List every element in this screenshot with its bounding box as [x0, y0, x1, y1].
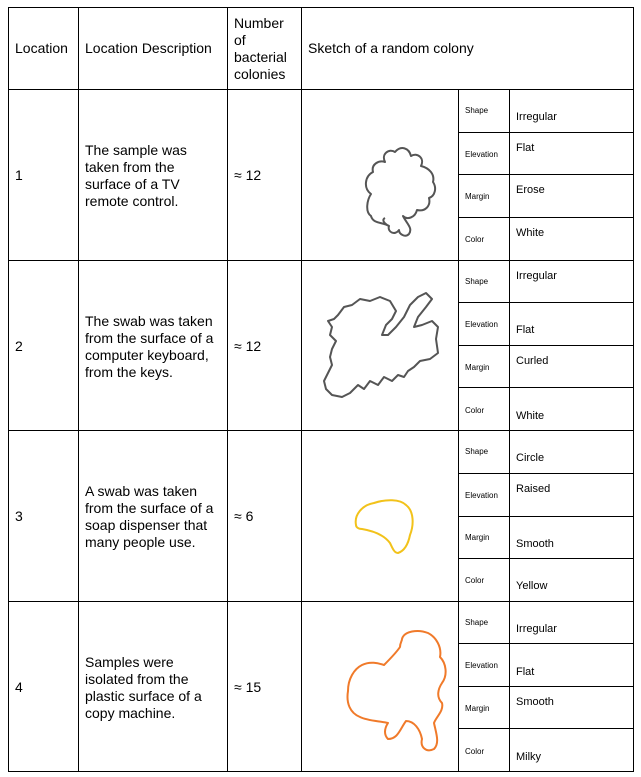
- header-divider: [8, 89, 634, 90]
- row-3-margin-value: Smooth: [516, 538, 554, 550]
- col-divider-3: [301, 7, 302, 772]
- row-1-shape-label: Shape: [465, 106, 489, 115]
- row-2-margin-value: Curled: [516, 355, 549, 367]
- row-2-colony-outline: [324, 293, 438, 397]
- row-1-colony-sketch: [355, 140, 450, 245]
- row-3-colony-outline: [356, 500, 413, 553]
- row-3-description-line: many people use.: [85, 534, 196, 550]
- header-count-line: bacterial: [234, 49, 287, 65]
- row-2-location: 2: [15, 338, 23, 354]
- row-1-colony-outline: [366, 148, 435, 236]
- row-2-color-value: White: [516, 410, 545, 422]
- row-1-description-line: surface of a TV: [85, 176, 180, 192]
- sub-divider: [458, 387, 634, 388]
- row-3-description-line: soap dispenser that: [85, 517, 208, 533]
- sub-divider: [458, 516, 634, 517]
- row-1-count: ≈ 12: [234, 167, 262, 183]
- row-3-elevation-value: Raised: [516, 483, 551, 495]
- row-4-shape-value: Irregular: [516, 623, 557, 635]
- row-4-shape-label: Shape: [465, 618, 489, 627]
- row-2-shape-value: Irregular: [516, 270, 557, 282]
- row-4-color-value: Milky: [516, 751, 542, 763]
- row-2-elevation-value: Flat: [516, 324, 535, 336]
- row-4-color-label: Color: [465, 747, 485, 756]
- row-2-description-line: computer keyboard,: [85, 347, 209, 363]
- row-3-color-label: Color: [465, 576, 485, 585]
- row-4-description-line: isolated from the: [85, 671, 189, 687]
- sub-divider: [458, 643, 634, 644]
- row-divider-3: [8, 601, 634, 602]
- sub-divider: [458, 473, 634, 474]
- row-3-color-value: Yellow: [516, 580, 548, 592]
- sub-divider: [458, 174, 634, 175]
- row-4-elevation-label: Elevation: [465, 661, 498, 670]
- sub-divider: [458, 686, 634, 687]
- row-3-shape-value: Circle: [516, 452, 545, 464]
- row-3-description-line: A swab was taken: [85, 483, 198, 499]
- sub-divider: [458, 345, 634, 346]
- row-2-count: ≈ 12: [234, 338, 262, 354]
- row-1-margin-value: Erose: [516, 184, 545, 196]
- row-4-colony-outline: [348, 631, 446, 750]
- row-2-description-line: The swab was taken: [85, 313, 213, 329]
- header-count-line: Number: [234, 15, 284, 31]
- row-2-color-label: Color: [465, 406, 485, 415]
- table-border-bottom: [8, 771, 634, 772]
- row-4-location: 4: [15, 679, 23, 695]
- row-1-color-value: White: [516, 227, 545, 239]
- sub-divider: [458, 302, 634, 303]
- col-divider-1: [78, 7, 79, 772]
- row-4-elevation-value: Flat: [516, 666, 535, 678]
- row-3-count: ≈ 6: [234, 508, 254, 524]
- row-1-description-line: The sample was: [85, 142, 187, 158]
- row-4-description-line: copy machine.: [85, 705, 176, 721]
- table-border-top: [8, 7, 634, 8]
- row-1-margin-label: Margin: [465, 192, 490, 201]
- header-sketch: Sketch of a random colony: [308, 40, 474, 56]
- table-border-right: [633, 7, 634, 772]
- row-4-description-line: Samples were: [85, 654, 174, 670]
- header-count-line: colonies: [234, 66, 286, 82]
- sub-divider: [458, 132, 634, 133]
- row-3-shape-label: Shape: [465, 447, 489, 456]
- sub-divider: [458, 558, 634, 559]
- row-4-margin-value: Smooth: [516, 696, 554, 708]
- col-divider-2: [227, 7, 228, 772]
- header-location: Location: [15, 40, 68, 56]
- row-4-margin-label: Margin: [465, 704, 490, 713]
- row-1-shape-value: Irregular: [516, 111, 557, 123]
- row-1-elevation-label: Elevation: [465, 150, 498, 159]
- row-1-color-label: Color: [465, 235, 485, 244]
- row-1-description-line: remote control.: [85, 193, 179, 209]
- row-4-colony-sketch: [340, 625, 455, 760]
- header-count-line: of: [234, 32, 246, 48]
- row-1-elevation-value: Flat: [516, 142, 535, 154]
- row-3-description-line: from the surface of a: [85, 500, 214, 516]
- row-1-location: 1: [15, 167, 23, 183]
- row-3-margin-label: Margin: [465, 533, 490, 542]
- row-2-description-line: from the keys.: [85, 364, 173, 380]
- row-2-shape-label: Shape: [465, 277, 489, 286]
- sub-divider: [458, 728, 634, 729]
- col-divider-5: [509, 89, 510, 772]
- row-2-elevation-label: Elevation: [465, 320, 498, 329]
- col-divider-4: [458, 89, 459, 772]
- row-divider-2: [8, 430, 634, 431]
- row-4-count: ≈ 15: [234, 679, 262, 695]
- row-4-description-line: plastic surface of a: [85, 688, 202, 704]
- table-border-left: [8, 7, 9, 772]
- header-description: Location Description: [85, 40, 212, 56]
- sub-divider: [458, 217, 634, 218]
- row-2-colony-sketch: [318, 285, 448, 405]
- row-1-description-line: taken from the: [85, 159, 175, 175]
- row-divider-1: [8, 260, 634, 261]
- row-3-elevation-label: Elevation: [465, 491, 498, 500]
- row-3-location: 3: [15, 508, 23, 524]
- row-2-margin-label: Margin: [465, 363, 490, 372]
- row-2-description-line: from the surface of a: [85, 330, 214, 346]
- row-3-colony-sketch: [350, 495, 420, 557]
